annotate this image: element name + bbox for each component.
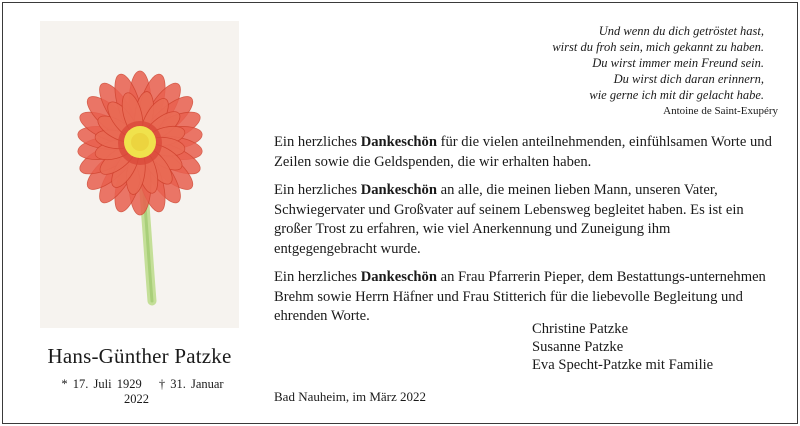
thank-you-text (274, 133, 774, 336)
dankeschoen-bold: Dankeschön (360, 134, 437, 150)
poem-line: Du wirst dich daran erinnern, (613, 72, 764, 86)
death-date: † 31. Januar 2022 (124, 377, 224, 406)
poem-line: Und wenn du dich getröstet hast, (598, 24, 764, 38)
signature-name: Susanne Patzke (532, 339, 624, 355)
flower-drawing-image (40, 21, 239, 328)
poem-author: Antoine de Saint-Exupéry (663, 105, 778, 117)
signature-name: Christine Patzke (532, 321, 629, 337)
poem-line: wirst du froh sein, mich gekannt zu haben. (552, 40, 764, 54)
thank-you-paragraph: Ein herzliches Dankeschön an alle, die meinen lieben Mann, unseren Vater, Schwiegervater und Großvater auf seinem Lebensweg begleitet haben. Es ist ein großer Trost zu erfahren, wie viel Anerkennung und Zuneigung ihm entgegengebracht wurde. (274, 182, 744, 257)
thank-you-paragraph: Ein herzliches Dankeschön für die vielen anteilnehmenden, einfühlsamen Worte und Zeilen sowie die Geldspenden, die wir erhalten haben. (274, 134, 772, 170)
signatures (532, 320, 713, 374)
birth-date: * 17. Juli 1929 (61, 377, 142, 391)
dankeschoen-bold: Dankeschön (360, 269, 437, 285)
signature-name: Eva Specht-Patzke mit Familie (532, 357, 714, 373)
poem-line: wie gerne ich mit dir gelacht habe. (589, 88, 764, 102)
deceased-name: Hans-Günther Patzke (47, 344, 232, 368)
life-dates (40, 377, 239, 407)
dankeschoen-bold: Dankeschön (360, 182, 437, 198)
place-date: Bad Nauheim, im März 2022 (274, 389, 426, 404)
flower-drawing-icon (40, 21, 239, 328)
poem-quote (464, 23, 764, 103)
thank-you-paragraph: Ein herzliches Dankeschön an Frau Pfarrerin Pieper, dem Bestattungs-unternehmen Brehm sowie Herrn Häfner und Frau Stitterich für die liebevolle Begleitung und ehrenden Worte. (274, 269, 766, 324)
poem-line: Du wirst immer mein Freund sein. (592, 56, 764, 70)
